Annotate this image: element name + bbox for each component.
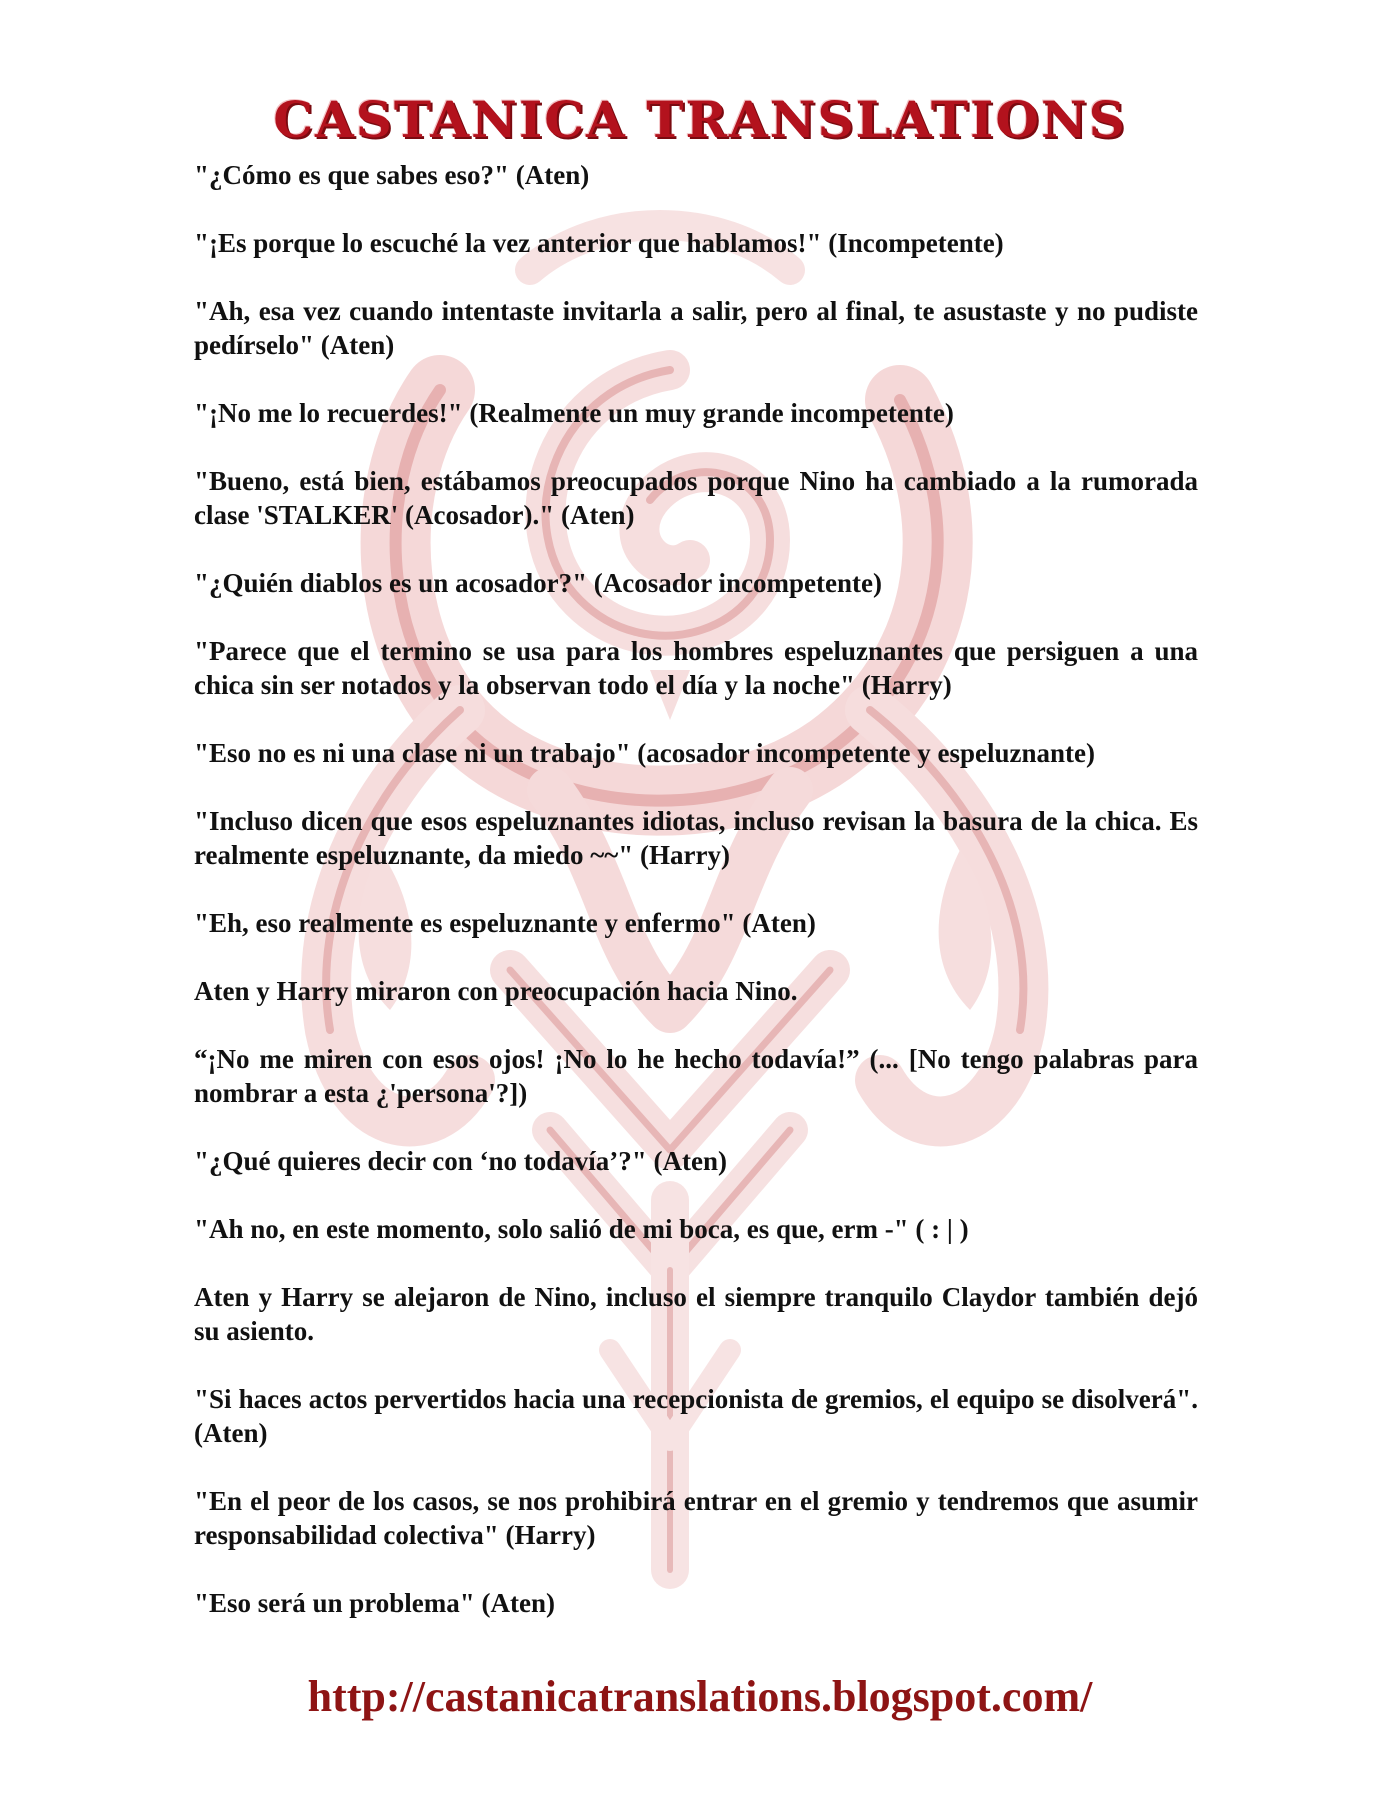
paragraph: "Eso no es ni una clase ni un trabajo" (acosador incompetente y espeluznante) [194,738,1096,768]
paragraph: "Eh, eso realmente es espeluznante y enfermo" (Aten) [194,908,816,938]
footer-url-link[interactable]: http://castanicatranslations.blogspot.com/ [307,1672,1093,1721]
paragraph: Aten y Harry miraron con preocupación hacia Nino. [194,976,798,1006]
paragraph: "Ah, esa vez cuando intentaste invitarla a salir, pero al final, te asustaste y no pudiste pedírselo" (Aten) [194,296,1198,360]
paragraph: "Parece que el termino se usa para los hombres espeluznantes que persiguen a una chica sin ser notados y la observan todo el día y la noche" (Harry) [194,636,1198,700]
page-title: CASTANICA TRANSLATIONS [273,90,1127,149]
document-body [194,158,1198,1620]
paragraph: "¿Cómo es que sabes eso?" (Aten) [194,160,590,190]
paragraph: "Ah no, en este momento, solo salió de mi boca, es que, erm -" ( : | ) [194,1214,969,1244]
paragraph: "¿Quién diablos es un acosador?" (Acosador incompetente) [194,568,882,598]
paragraph: "¡No me lo recuerdes!" (Realmente un muy grande incompetente) [194,398,954,428]
paragraph: Aten y Harry se alejaron de Nino, incluso el siempre tranquilo Claydor también dejó su asiento. [194,1282,1198,1346]
paragraph: "Eso será un problema" (Aten) [194,1588,555,1618]
paragraph: "Si haces actos pervertidos hacia una recepcionista de gremios, el equipo se disolverá". (Aten) [194,1384,1198,1448]
paragraph: "En el peor de los casos, se nos prohibirá entrar en el gremio y tendremos que asumir responsabilidad colectiva" (Harry) [194,1486,1198,1550]
paragraph: "Incluso dicen que esos espeluznantes idiotas, incluso revisan la basura de la chica. Es realmente espeluznante, da miedo ~~" (Harry) [194,806,1198,870]
paragraph: "Bueno, está bien, estábamos preocupados porque Nino ha cambiado a la rumorada clase 'STALKER' (Acosador)." (Aten) [194,466,1198,530]
paragraph: "¿Qué quieres decir con ‘no todavía’?" (Aten) [194,1146,727,1176]
paragraph: “¡No me miren con esos ojos! ¡No lo he hecho todavía!” (... [No tengo palabras para nombrar a esta ¿'persona'?]) [194,1044,1198,1108]
paragraph: "¡Es porque lo escuché la vez anterior que hablamos!" (Incompetente) [194,228,1004,258]
